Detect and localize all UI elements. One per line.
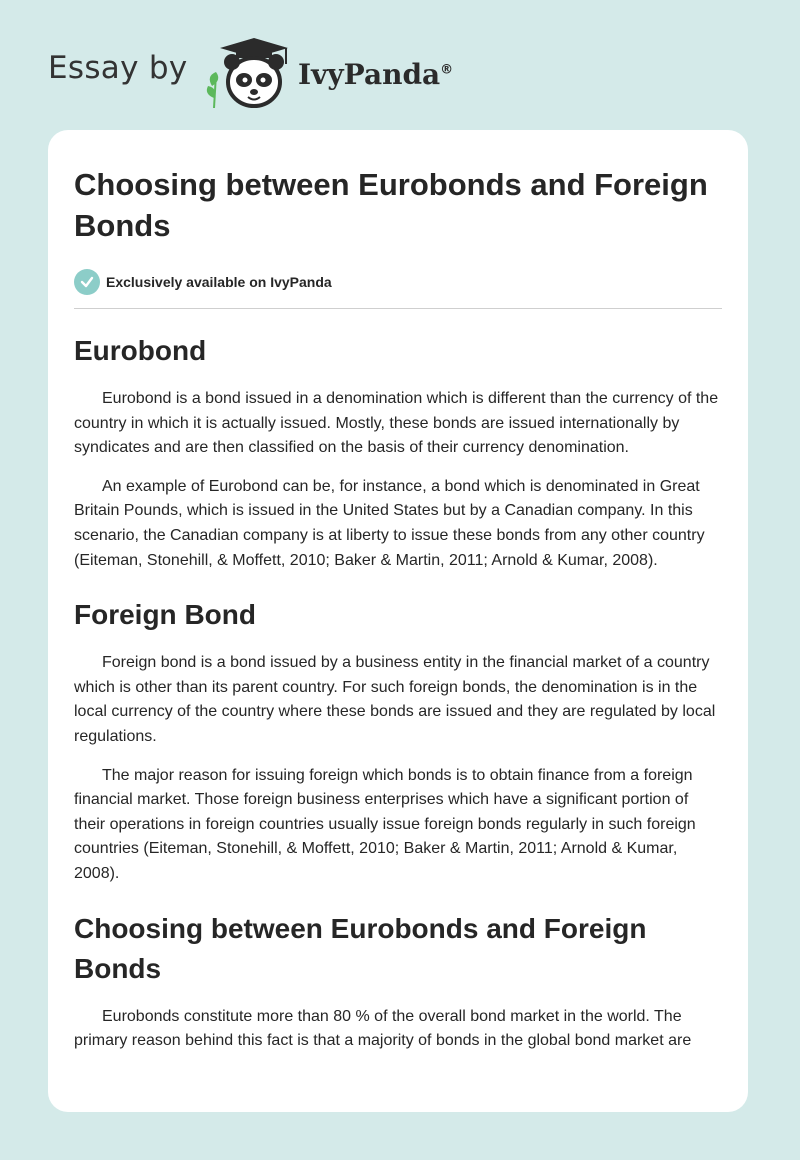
essay-card — [48, 130, 748, 1112]
site-header — [48, 36, 648, 116]
paragraph: The major reason for issuing foreign which bonds is to obtain finance from a foreign financial market. Those foreign business enterprises which have a significant portion of their operations in foreign countries usually issue foreign bonds regularly in such foreign countries (Eiteman, Stonehill, & Moffett, 2010; Baker & Martin, 2011; Arnold & Kumar, 2008). — [74, 766, 696, 882]
paragraph: Eurobond is a bond issued in a denomination which is different than the currency of the country in which it is actually issued. Mostly, these bonds are issued internationally by syndicates and are then classified on the basis of their currency denomination. — [74, 390, 719, 457]
paragraph: Foreign bond is a bond issued by a business entity in the financial market of a country which is other than its parent country. For such foreign bonds, the denomination is in the local currency of the country where these bonds are issued and they are regulated by local regulations. — [74, 654, 716, 745]
paragraph: Eurobonds constitute more than 80 % of the overall bond market in the world. The primary reason behind this fact is that a majority of bonds in the global bond market are — [74, 1007, 692, 1050]
checkmark-icon — [74, 269, 100, 295]
brand-name[interactable]: IvyPanda® — [298, 58, 454, 91]
divider — [74, 308, 722, 309]
page-title: Choosing between Eurobonds and Foreign Bonds — [74, 167, 708, 243]
section-heading: Eurobond — [74, 335, 207, 366]
exclusive-badge — [74, 268, 722, 296]
panda-logo-icon[interactable] — [202, 36, 294, 110]
paragraph: An example of Eurobond can be, for instance, a bond which is denominated in Great Britain Pounds, which is issued in the United States but by a Canadian company. In this scenario, the Canadian company is at liberty to issue these bonds from any other country (Eiteman, Stonehill, & Moffett, 2010; Baker & Martin, 2011; Arnold & Kumar, 2008). — [74, 477, 705, 569]
registered-mark: ® — [440, 62, 454, 78]
section-heading: Foreign Bond — [74, 599, 256, 631]
section-heading: Choosing between Eurobonds and Foreign Bonds — [74, 912, 647, 984]
essay-by-label: Essay by — [48, 50, 188, 86]
exclusive-badge-label: Exclusively available on IvyPanda — [106, 274, 332, 290]
